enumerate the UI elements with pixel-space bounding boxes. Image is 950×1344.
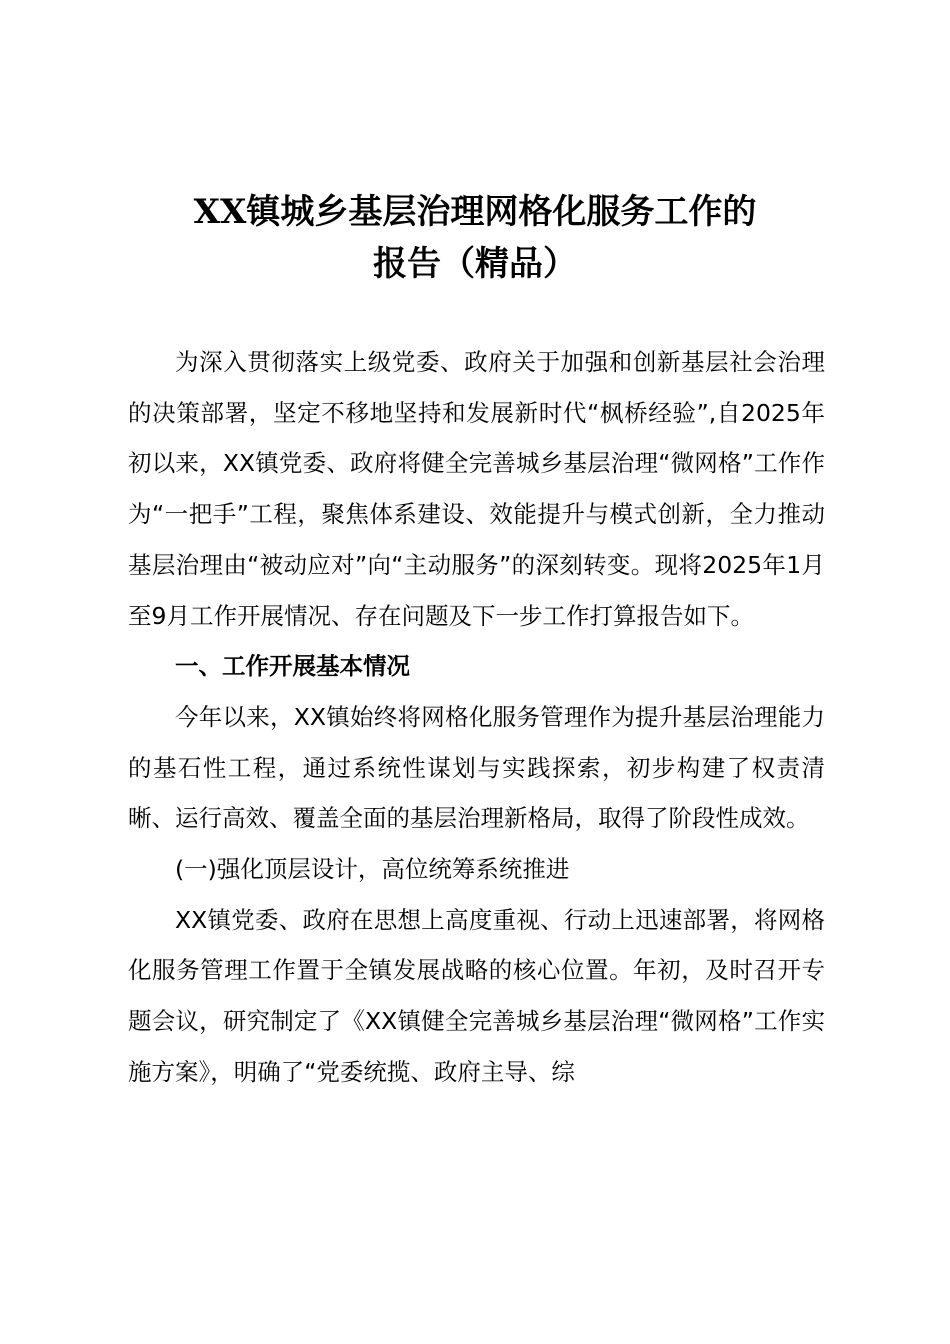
subsection-1-paragraph: XX镇党委、政府在思想上高度重视、行动上迅速部署，将网格化服务管理工作置于全镇发展战略的核心位置。年初，及时召开专题会议，研究制定了《XX镇健全完善城乡基层治理“微网格”工作实施方案》，明确了“党委统揽、政府主导、综	[128, 905, 825, 1086]
title-line-1: XX镇城乡基层治理网格化服务工作的	[193, 192, 757, 232]
document-body	[128, 337, 825, 1098]
intro-paragraph: 为深入贯彻落实上级党委、政府关于加强和创新基层社会治理的决策部署，坚定不移地坚持和发展新时代“枫桥经验”,自2025年初以来，XX镇党委、政府将健全完善城乡基层治理“微网格”工作作为“一把手”工程，聚焦体系建设、效能提升与模式创新，全力推动基层治理由“被动应对”向“主动服务”的深刻转变。现将2025年1月至9月工作开展情况、存在问题及下一步工作打算报告如下。	[128, 348, 825, 630]
section-heading-1: 一、工作开展基本情况	[175, 652, 410, 681]
subsection-heading-1: (一)强化顶层设计，高位统筹系统推进	[175, 855, 570, 884]
title-line-2: 报告（精品）	[373, 244, 577, 284]
section-1-paragraph: 今年以来，XX镇始终将网格化服务管理作为提升基层治理能力的基石性工程，通过系统性谋划与实践探索，初步构建了权责清晰、运行高效、覆盖全面的基层治理新格局，取得了阶段性成效。	[128, 702, 825, 833]
document-title	[128, 186, 822, 290]
